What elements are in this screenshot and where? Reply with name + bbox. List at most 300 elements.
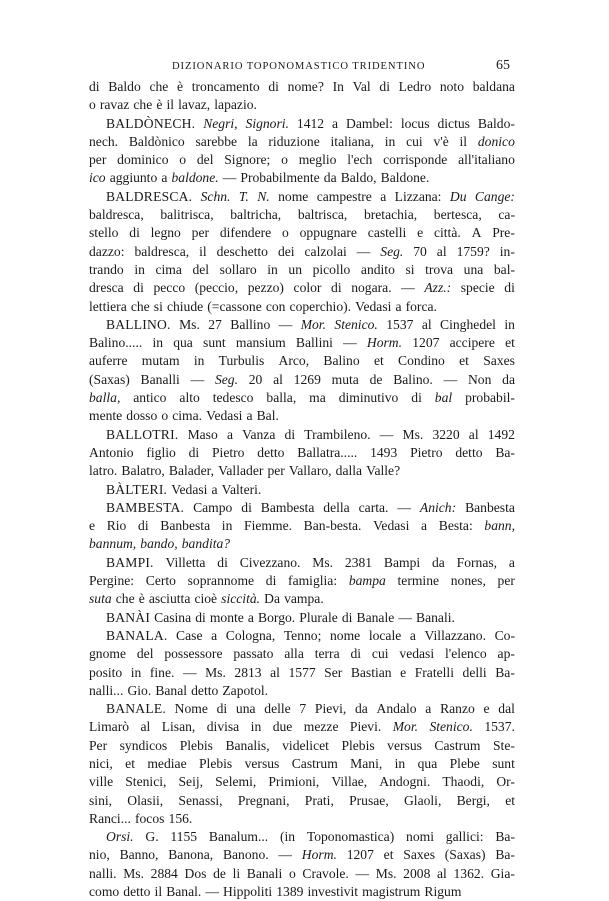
text-line [89,169,515,187]
word: dominico [117,152,169,168]
word: della [323,499,350,515]
word: et [505,335,515,351]
word: e [417,225,424,241]
text-line [89,590,515,608]
word: Bampi [383,554,421,570]
word: Bergi, [456,792,490,808]
word: dictus [437,115,470,131]
word: sunt [492,755,515,771]
word: et [373,353,384,369]
word: la [247,133,258,149]
text-line [89,755,515,773]
text-line [89,517,515,535]
word: 1537 [386,316,414,332]
word: Trambileno. [304,426,371,442]
text-line [89,316,515,334]
word: bertesca, [433,207,482,223]
word: Banalli [140,371,180,387]
word: picollo [312,261,351,277]
word: Balino. [393,371,433,387]
text-line [89,243,515,261]
word: nome? [287,79,324,94]
word: Co- [494,627,515,643]
word: al [273,371,283,387]
word: a [246,408,253,424]
word: possessore [164,646,223,662]
word: terra [314,646,340,662]
word: di [89,79,100,94]
word: monte [209,609,244,625]
text-line [89,352,515,370]
text-line [89,389,515,407]
word: Vedasi [171,481,208,497]
word: per [191,225,210,241]
word: Vedasi [355,298,392,314]
word: Selemi, [215,774,257,790]
word: pecco [153,280,186,296]
word: balitrisca, [160,207,214,223]
word: — [397,499,411,515]
word: BALLOTRI. [106,426,179,442]
word: e [483,701,490,717]
word: tedesco [212,390,254,406]
word: ca- [498,207,515,223]
word: di [411,390,422,406]
word: Seij, [178,774,204,790]
word: Civezzano. [239,554,301,570]
text-line [89,481,515,499]
word: Vanza [242,426,276,442]
word: investivit [307,884,359,900]
word: locus [400,115,430,131]
word: italiana, [330,133,374,149]
word: siccità. [221,591,261,607]
word: nomi [406,829,434,845]
word: un [288,261,302,277]
word: Nome [174,701,208,717]
word: calzolai [304,243,347,259]
word: Saxes [403,847,435,863]
word: Pievi, [314,701,347,717]
word: Fiemme. [244,518,292,534]
word: diminutivo [338,390,399,406]
word: in [130,664,142,680]
word: Toponomastica) [306,829,395,845]
word: — [443,371,458,387]
word: dalla [335,463,363,479]
word: qua [417,755,438,771]
word: una [235,701,256,717]
word: Ms. [205,664,226,680]
text-line [89,206,515,224]
word: o [288,865,296,881]
word: — [356,243,371,259]
word: — [401,280,415,296]
word: sini, [89,792,113,808]
word: soprannome [187,573,255,589]
dictionary-entries [89,78,515,901]
word: Ser [324,664,343,680]
word: (in [279,829,296,845]
word: et [125,755,135,771]
word: 1155 [170,829,198,845]
word: Vallader [218,463,264,479]
word: di [216,701,228,717]
word: di [284,426,296,442]
text-line [89,499,515,517]
text-line [89,572,515,590]
word: che [130,298,150,314]
word: di [241,499,252,515]
word: In [332,79,344,94]
word: Banale [356,609,395,625]
text-line [89,279,515,297]
word: Valle? [366,463,401,479]
word: si [153,298,163,314]
page-number: 65 [496,58,510,73]
word: Besta: [438,518,473,534]
word: bretachia, [363,207,418,223]
word: Cologna, [225,627,276,643]
text-line [89,828,515,846]
text-line [89,371,515,389]
word: baltricha, [230,207,282,223]
word: probabil- [465,390,515,406]
text-line [89,298,515,316]
word: Glaoli, [403,792,442,808]
word: detto [191,682,219,698]
word: videlicet [282,737,329,753]
text-line [89,700,515,718]
word: Signore; [224,152,271,168]
word: chiude [166,298,204,314]
text-line [89,224,515,242]
word: Ba- [495,847,515,863]
word: castelli [367,225,407,241]
word: in [504,316,515,332]
word: auferre [89,353,128,369]
word: et [459,353,469,369]
word: BALLINO. [106,316,171,332]
word: Plebis [198,755,233,771]
word: BAMBESTA. [106,499,185,515]
word: di [379,79,390,94]
word: coperchio). [289,298,352,314]
word: Ba- [495,444,515,460]
word: di [188,444,200,460]
word: Bambesta [260,499,315,515]
word: del [192,261,210,277]
text-line [89,444,515,462]
word: 1389 [276,884,304,900]
word: latro. [89,463,118,479]
text-line [89,407,515,425]
word: locale [368,627,402,643]
word: li [232,865,241,881]
word: Stenico. [429,719,473,735]
word: Cinghedel [440,316,496,332]
word: lavaz, [178,97,211,113]
word: da [323,170,337,186]
word: Baldo- [477,115,515,131]
word: (=cassone [207,298,262,314]
word: Balino [323,353,360,369]
text-line [89,865,515,883]
word: 7 [299,701,307,717]
word: Pergine: [89,573,135,589]
word: mente [89,408,123,424]
word: troncamento [191,79,260,94]
word: mediae [147,755,187,771]
word: Baldo, [340,170,377,186]
word: dal [498,701,515,717]
word: a [332,115,339,131]
word: città. [433,225,461,241]
word: focos [134,810,165,826]
word: BALDÒNECH. [106,115,196,131]
word: Turbulis [218,353,265,369]
word: v'è [433,133,449,149]
word: Maso [187,426,218,442]
word: mezze [303,719,339,735]
word: Lizzana: [394,188,442,204]
word: Banal [155,682,188,698]
word: Balatro, [121,463,165,479]
word: al [421,316,432,332]
word: lapazio. [214,97,257,113]
word: Prati, [304,792,334,808]
word: ico [89,170,106,186]
word: detto [455,444,483,460]
word: bando, [140,536,178,552]
text-line [89,627,515,645]
text-line [89,115,515,133]
text-line [89,792,515,810]
word: Andalo [376,701,417,717]
word: Banbesta [160,518,211,534]
word: Cravole. [302,865,349,881]
word: all'italiano [458,152,515,168]
word: Banali. [416,609,455,625]
word: l'ech [347,152,373,168]
word: Fratelli [414,664,454,680]
word: trando [89,261,124,277]
word: nalli... [89,682,124,698]
word: vampa. [284,591,324,607]
word: in [267,261,278,277]
word: dei [277,243,295,259]
word: di [504,280,515,296]
word: è [138,591,145,607]
word: balla, [266,390,297,406]
word: a [425,701,432,717]
word: Campo [193,499,233,515]
word: andito [360,261,395,277]
word: 1492 [487,426,515,442]
word: a [380,188,387,204]
word: e [89,518,96,534]
word: Signori. [245,115,289,131]
word: Gia- [490,865,515,881]
word: Baldònico [128,133,185,149]
word: Ms. [179,316,200,332]
word: nici, [89,755,113,771]
word: Du [449,188,467,204]
word: Borgo. [258,609,296,625]
word: Antonio [89,444,134,460]
word: 1207 [412,335,440,351]
word: Probabilmente [240,170,320,186]
word: alto [179,390,200,406]
word: lettiera [89,298,127,314]
word: magistrum [362,884,421,900]
word: 2813 [234,664,262,680]
word: dosso [126,408,158,424]
word: 70 [413,243,427,259]
word: in- [499,243,515,259]
word: Non [467,371,492,387]
word: Saxes [483,353,515,369]
word: Zapotol. [222,682,269,698]
word: Per [89,737,108,753]
word: Castrum [291,755,338,771]
word: carta. [358,499,389,515]
word: o [179,152,187,168]
word: Baldone. [380,170,430,186]
text-line [89,151,515,169]
word: sollaro [219,261,257,277]
word: dresca [89,280,124,296]
word: dazzo: [89,243,125,259]
text-line [89,737,515,755]
word: al [270,664,280,680]
word: Banno, [119,847,159,863]
word: famiglia: [288,573,338,589]
text-line [89,718,515,736]
word: che [149,79,169,94]
word: Castrum [434,737,481,753]
word: legno [150,225,181,241]
word: Ballatra..... [297,444,358,460]
word: da [432,554,445,570]
word: muta [331,371,359,387]
word: al [140,719,151,735]
word: passato [233,646,274,662]
word: figlio [146,444,176,460]
word: baldresca, [89,207,144,223]
word: mansium [235,335,286,351]
word: balla, [89,390,121,406]
word: Cange: [474,188,515,204]
word: Pregnani, [237,792,290,808]
word: Pre- [492,225,515,241]
word: Ms. [312,554,334,570]
word: Ranci... [89,810,131,826]
word: Banbesta [465,499,515,515]
word: — [343,335,357,351]
word: donico [477,133,515,149]
word: 156. [168,810,193,826]
word: alla [284,646,304,662]
word: — [205,884,219,900]
word: al [436,243,447,259]
word: Azz.: [424,280,452,296]
word: A [471,225,482,241]
word: Da [264,591,280,607]
word: Ranzo [440,701,475,717]
word: baldone. [171,170,219,186]
word: termine [397,573,440,589]
word: aggiunto [109,170,158,186]
word: Balino..... [89,335,143,351]
word: (Saxas) [444,847,486,863]
word: 2008 [403,865,431,881]
word: Vallaro, [288,463,332,479]
word: Olasii, [127,792,164,808]
word: bandita? [181,536,231,552]
word: 1493 [370,444,398,460]
word: de [213,865,226,881]
word: Arco, [278,353,310,369]
word: 1362. [453,865,485,881]
word: da [354,701,368,717]
word: a [247,609,254,625]
word: 1759? [456,243,490,259]
word: deschetto [216,243,268,259]
text-line [89,188,515,206]
word: nogara. [351,280,392,296]
word: in [221,518,233,534]
word: vedasi [399,646,435,662]
word: Vedasi [206,408,243,424]
word: trova [425,261,454,277]
word: che [133,97,153,113]
text-line [89,810,515,828]
word: Anich: [419,499,457,515]
word: forca. [405,298,437,314]
word: una [463,261,484,277]
word: specie [460,280,495,296]
word: campestre [316,188,372,204]
running-title: DIZIONARIO TOPONOMASTICO TRIDENTINO [172,61,426,72]
word: di [350,646,362,662]
word: qua [173,335,193,351]
word: bann, [484,518,515,534]
word: 1577 [288,664,316,680]
word: Primioni, [268,774,320,790]
word: Villae, [331,774,368,790]
word: il [154,884,163,900]
word: 20 [248,371,263,387]
word: Andogni. [379,774,431,790]
word: Banono. [222,847,269,863]
word: (peccio, [194,280,239,296]
word: di [268,79,279,94]
word: versus [387,737,422,753]
word: a [211,481,218,497]
word: Hippoliti [223,884,273,900]
word: Seg. [380,243,404,259]
word: 1269 [293,371,321,387]
word: sarebbe [195,133,238,149]
word: Lisan, [161,719,196,735]
word: Bastian [350,664,392,680]
word: in [394,755,406,771]
word: al [437,865,447,881]
word: Pietro [211,444,245,460]
word: o [161,408,169,424]
word: è [177,79,184,94]
